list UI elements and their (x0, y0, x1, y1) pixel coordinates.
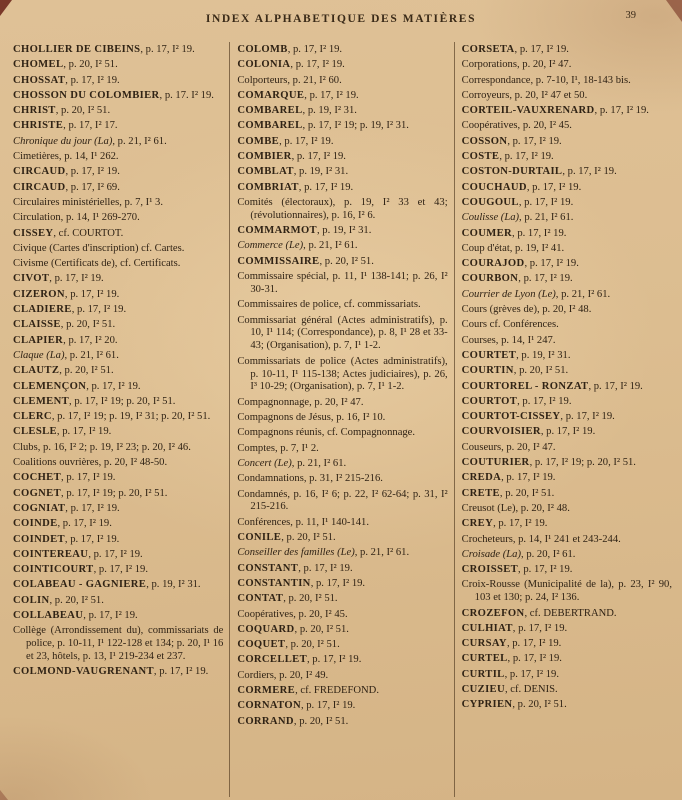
entry-term: COURBON (461, 273, 519, 285)
index-entry: COMBLAT, p. 19, I² 31. (237, 166, 349, 178)
index-entry: COURTET, p. 19, I² 31. (461, 349, 571, 361)
index-columns (0, 39, 682, 797)
entry-term: Courrier de Lyon (Le) (461, 288, 556, 300)
entry-term: CLEMENT (13, 395, 70, 407)
entry-term: COMBE (237, 135, 280, 147)
index-entry: Coup d'état, p. 19, I² 41. (461, 242, 565, 254)
index-entry: Concert (Le), p. 21, I² 61. (237, 457, 347, 469)
index-entry: Cordiers, p. 20, I² 49. (237, 669, 329, 681)
entry-term: CROZEFON (461, 607, 525, 619)
entry-term: COUTURIER (461, 457, 530, 469)
entry-term: COMBRIAT (237, 181, 299, 193)
index-entry: Compagnons réunis, cf. Compagnonnage. (237, 427, 416, 439)
index-entry: COURAJOD, p. 17, I² 19. (461, 258, 579, 270)
entry-term: CONSTANTIN (237, 577, 311, 589)
entry-term: COURAJOD (461, 258, 525, 270)
index-entry: Conseiller des familles (Le), p. 21, I² 61. (237, 547, 410, 559)
index-entry: Coopératives, p. 20, I² 45. (461, 120, 572, 132)
index-column-1 (6, 42, 229, 797)
entry-term: COINTICOURT (13, 564, 94, 576)
index-entry: CONSTANT, p. 17, I² 19. (237, 562, 353, 574)
entry-term: COQUET (237, 639, 286, 651)
entry-term: CHOMEL (13, 59, 64, 71)
index-entry: COMBRIAT, p. 17, I² 19. (237, 181, 354, 193)
entry-term: COURVOISIER (461, 426, 541, 438)
index-column-2 (229, 42, 453, 797)
index-entry: Claque (La), p. 21, I² 61. (13, 349, 119, 361)
entry-term: CIZERON (13, 288, 65, 300)
index-entry: Creusot (Le), p. 20, I² 48. (461, 502, 570, 514)
index-entry: CORRAND, p. 20, I² 51. (237, 715, 349, 727)
index-entry: COQUET, p. 20, I² 51. (237, 639, 340, 651)
index-entry: Comptes, p. 7, I¹ 2. (237, 442, 319, 454)
entry-term: Concert (Le) (237, 457, 292, 469)
index-entry: Collège (Arrondissement du), commissariats de police, p. 10-11, I¹ 122-128 et 134; p. 20, I¹ 16 et 23, hôtels, p. 13, I¹ 219-234 et 237. (13, 625, 224, 663)
entry-term: Claque (La) (13, 349, 65, 361)
entry-term: COURTIN (461, 365, 514, 377)
page-title: INDEX ALPHABETIQUE DES MATIÈRES (205, 13, 477, 25)
entry-term: CHOLLIER DE CIBEINS (13, 44, 141, 55)
entry-term: COUMER (461, 227, 513, 239)
entry-term: COMBLAT (237, 166, 294, 178)
index-entry: COURVOISIER, p. 17, I² 19. (461, 426, 596, 438)
entry-term: CREDA (461, 472, 502, 484)
index-entry: CONILE, p. 20, I² 51. (237, 532, 336, 544)
entry-term: COLONIA (237, 59, 291, 71)
index-entry: CROISSET, p. 17, I² 19. (461, 564, 573, 576)
entry-term: COSTON-DURTAIL (461, 166, 563, 178)
index-entry: COINDE, p. 17, I² 19. (13, 518, 112, 530)
index-entry: CIRCAUD, p. 17, I² 69. (13, 181, 120, 193)
index-entry: CULHIAT, p. 17, I² 19. (461, 622, 568, 634)
index-entry: Coalitions ouvrières, p. 20, I² 48-50. (13, 457, 168, 469)
entry-term: CISSEY (13, 227, 54, 239)
entry-term: COQUARD (237, 623, 295, 635)
index-entry: CONTAT, p. 20, I² 51. (237, 593, 338, 605)
index-entry: Corporations, p. 20, I² 47. (461, 59, 572, 71)
index-entry: Compagnons de Jésus, p. 16, I² 10. (237, 412, 386, 424)
page-header (0, 0, 682, 39)
entry-term: CORTEIL-VAUXRENARD (461, 105, 595, 117)
entry-term: CORMERE (237, 685, 296, 697)
index-entry: COSTON-DURTAIL, p. 17, I² 19. (461, 166, 617, 178)
index-entry: COURTOREL - RONZAT, p. 17, I² 19. (461, 380, 643, 392)
entry-term: COGNET (13, 487, 62, 499)
index-entry: CURTEL, p. 17, I² 19. (461, 653, 562, 665)
entry-term: COINDET (13, 533, 65, 545)
scan-artifact-bottom-left (0, 790, 8, 800)
index-entry: Commerce (Le), p. 21, I² 61. (237, 240, 358, 252)
entry-term: CURTEL (461, 653, 508, 665)
index-entry: Condamnations, p. 31, I² 215-216. (237, 473, 383, 485)
entry-term: Croisade (La) (461, 548, 522, 560)
entry-term: CHRISTE (13, 120, 64, 132)
index-entry: CLAPIER, p. 17, I² 20. (13, 334, 118, 346)
index-entry: CLEMENT, p. 17, I² 19; p. 20, I² 51. (13, 395, 176, 407)
entry-term: COUGOUL (461, 196, 519, 208)
index-entry: Civisme (Certificats de), cf. Certificats. (13, 258, 181, 270)
entry-term: COMBAREL (237, 120, 303, 132)
index-entry: Civique (Cartes d'inscription) cf. Cartes. (13, 242, 185, 254)
index-entry: COMARQUE, p. 17, I² 19. (237, 89, 359, 101)
index-entry: COSTE, p. 17, I² 19. (461, 151, 554, 163)
entry-term: CORNATON (237, 700, 301, 712)
entry-term: COINDE (13, 518, 58, 530)
index-entry: CONSTANTIN, p. 17, I² 19. (237, 577, 366, 589)
index-entry: CISSEY, cf. COURTOT. (13, 227, 124, 239)
index-entry: COMMISSAIRE, p. 20, I² 51. (237, 255, 374, 267)
entry-term: CONILE (237, 532, 282, 544)
entry-term: COURTOREL - RONZAT (461, 380, 589, 392)
index-entry: Cours (grèves de), p. 20, I² 48. (461, 304, 592, 316)
entry-term: Commerce (Le) (237, 240, 304, 252)
index-entry: Crocheteurs, p. 14, I¹ 241 et 243-244. (461, 533, 621, 545)
entry-term: CLAPIER (13, 334, 64, 346)
index-entry: Coopératives, p. 20, I² 45. (237, 608, 348, 620)
index-entry: Chronique du jour (La), p. 21, I² 61. (13, 135, 167, 147)
entry-term: CULHIAT (461, 622, 513, 634)
index-entry: COQUARD, p. 20, I² 51. (237, 623, 349, 635)
entry-term: CURTIL (461, 668, 505, 680)
entry-term: CREY (461, 518, 494, 530)
index-entry: Colporteurs, p. 21, I² 60. (237, 74, 342, 86)
index-entry: Correspondance, p. 7-10, I¹, 18-143 bis. (461, 74, 631, 86)
entry-term: COMBIER (237, 151, 292, 163)
index-entry: CLERC, p. 17, I² 19; p. 19, I² 31; p. 20, I² 51. (13, 411, 211, 423)
entry-term: CLADIERE (13, 304, 72, 316)
index-entry: COINTICOURT, p. 17, I² 19. (13, 564, 148, 576)
index-entry: CORSETA, p. 17, I² 19. (461, 44, 569, 55)
index-entry: Croix-Rousse (Municipalité de la), p. 23, I² 90, 103 et 130; p. 24, I² 136. (461, 579, 672, 604)
index-entry: COLONIA, p. 17, I² 19. (237, 59, 345, 71)
index-entry: CLAUTZ, p. 20, I² 51. (13, 365, 114, 377)
index-entry: COMBE, p. 17, I² 19. (237, 135, 334, 147)
entry-term: COURTOT-CISSEY (461, 411, 561, 423)
entry-term: COLIN (13, 594, 50, 606)
index-entry: CORCELLET, p. 17, I² 19. (237, 654, 362, 666)
index-entry: CYPRIEN, p. 20, I² 51. (461, 699, 567, 711)
index-entry: CLAISSE, p. 20, I² 51. (13, 319, 116, 331)
index-entry: COLLABEAU, p. 17, I² 19. (13, 609, 138, 621)
entry-term: CHOSSON DU COLOMBIER (13, 89, 160, 101)
index-entry: Couseurs, p. 20, I² 47. (461, 441, 556, 453)
entry-term: COLLABEAU (13, 609, 84, 621)
entry-term: CORSETA (461, 44, 515, 55)
page-number: 39 (625, 10, 636, 21)
entry-term: CIVOT (13, 273, 50, 285)
entry-term: CLAISSE (13, 319, 61, 331)
index-entry: Comités (électoraux), p. 19, I² 33 et 43; (révolutionnaires), p. 16, I² 6. (237, 196, 448, 221)
index-entry: COINTEREAU, p. 17, I² 19. (13, 548, 143, 560)
index-entry: Circulaires ministérielles, p. 7, I¹ 3. (13, 196, 163, 208)
index-entry: Commissariat général (Actes administratifs), p. 10, I¹ 114; (Correspondance), p. 8, I¹ 28 et 33-43; (Organisation), p. 7, I¹ 1-2. (237, 314, 448, 352)
entry-term: CLERC (13, 411, 52, 423)
index-entry: COUMER, p. 17, I² 19. (461, 227, 567, 239)
index-entry: Coulisse (La), p. 21, I² 61. (461, 212, 574, 224)
index-entry: CORNATON, p. 17, I² 19. (237, 700, 356, 712)
index-entry: COINDET, p. 17, I² 19. (13, 533, 120, 545)
index-entry: COGNIAT, p. 17, I² 19. (13, 502, 120, 514)
entry-term: COMMARMOT (237, 225, 317, 237)
index-entry: COURTOT, p. 17, I² 19. (461, 395, 572, 407)
entry-term: COGNIAT (13, 502, 66, 514)
entry-term: COLMOND-VAUGRENANT (13, 666, 154, 678)
entry-term: COINTEREAU (13, 548, 89, 560)
entry-term: CONSTANT (237, 562, 299, 574)
index-entry: CHOLLIER DE CIBEINS, p. 17, I² 19. (13, 44, 195, 55)
entry-term: CHRIST (13, 105, 56, 117)
index-entry: CLESLE, p. 17, I² 19. (13, 426, 112, 438)
index-entry: COUTURIER, p. 17, I² 19; p. 20, I² 51. (461, 457, 636, 469)
entry-term: Chronique du jour (La) (13, 135, 113, 147)
entry-term: Coulisse (La) (461, 212, 520, 224)
index-entry: COSSON, p. 17, I² 19. (461, 135, 562, 147)
entry-term: COMARQUE (237, 89, 305, 101)
index-entry: Compagnonnage, p. 20, I² 47. (237, 396, 364, 408)
index-entry: COMBAREL, p. 17, I² 19; p. 19, I² 31. (237, 120, 409, 132)
entry-term: CIRCAUD (13, 166, 66, 178)
index-entry: COLABEAU - GAGNIERE, p. 19, I² 31. (13, 579, 201, 591)
index-entry: CREY, p. 17, I² 19. (461, 518, 548, 530)
index-entry: COLMOND-VAUGRENANT, p. 17, I² 19. (13, 666, 209, 678)
entry-term: CUZIEU (461, 684, 505, 696)
index-entry: COURTOT-CISSEY, p. 17, I² 19. (461, 411, 615, 423)
index-entry: Circulation, p. 14, I¹ 269-270. (13, 212, 140, 224)
entry-term: COSTE (461, 151, 500, 163)
index-entry: Courses, p. 14, I¹ 247. (461, 334, 556, 346)
index-entry: Condamnés, p. 16, I² 6; p. 22, I² 62-64; p. 31, I² 215-216. (237, 488, 448, 513)
index-entry: CHOMEL, p. 20, I² 51. (13, 59, 118, 71)
index-entry: CURTIL, p. 17, I² 19. (461, 668, 559, 680)
index-entry: COURBON, p. 17, I² 19. (461, 273, 573, 285)
entry-term: COSSON (461, 135, 508, 147)
index-entry: Clubs, p. 16, I² 2; p. 19, I² 23; p. 20, I² 46. (13, 441, 191, 453)
index-entry: CHOSSAT, p. 17, I² 19. (13, 74, 120, 86)
index-entry: Conférences, p. 11, I¹ 140-141. (237, 516, 369, 528)
entry-term: CYPRIEN (461, 699, 513, 711)
index-entry: COLOMB, p. 17, I² 19. (237, 44, 343, 55)
index-entry: CLADIERE, p. 17, I² 19. (13, 304, 127, 316)
entry-term: COURTET (461, 349, 517, 361)
index-entry: CHOSSON DU COLOMBIER, p. 17. I² 19. (13, 89, 214, 101)
entry-term: CHOSSAT (13, 74, 66, 86)
index-column-3 (454, 42, 678, 797)
index-entry: Courrier de Lyon (Le), p. 21, I² 61. (461, 288, 611, 300)
index-entry: COURTIN, p. 20, I² 51. (461, 365, 569, 377)
entry-term: CORRAND (237, 715, 294, 727)
index-entry: Commissaire spécial, p. 11, I¹ 138-141; p. 26, I² 30-31. (237, 271, 448, 295)
index-entry: Commissariats de police (Actes administratifs), p. 10-11, I¹ 115-138; Actes judiciaires), p. 26, I³ 10-29; (Organisation), p. 7, I¹ 1-2. (237, 355, 448, 393)
index-entry: COCHET, p. 17, I² 19. (13, 472, 116, 484)
entry-term: CLEMENÇON (13, 380, 87, 392)
index-entry: CLEMENÇON, p. 17, I² 19. (13, 380, 141, 392)
index-entry: CROZEFON, cf. DEBERTRAND. (461, 607, 617, 619)
entry-term: CLAUTZ (13, 365, 60, 377)
index-entry: CREDA, p. 17, I² 19. (461, 472, 556, 484)
entry-term: CURSAY (461, 638, 507, 650)
entry-term: COURTOT (461, 395, 518, 407)
index-entry: Commissaires de police, cf. commissariats. (237, 299, 421, 311)
entry-term: COUCHAUD (461, 181, 527, 193)
entry-term: CLESLE (13, 426, 57, 438)
index-entry: CHRIST, p. 20, I² 51. (13, 105, 111, 117)
entry-term: Conseiller des familles (Le) (237, 547, 355, 559)
index-entry: CORTEIL-VAUXRENARD, p. 17, I² 19. (461, 105, 649, 117)
index-entry: COGNET, p. 17, I² 19; p. 20, I² 51. (13, 487, 168, 499)
index-entry: Cimetières, p. 14, I¹ 262. (13, 151, 119, 163)
entry-term: COLABEAU - GAGNIERE (13, 579, 147, 591)
index-entry: CHRISTE, p. 17, I² 17. (13, 120, 118, 132)
entry-term: COMMISSAIRE (237, 255, 320, 267)
entry-term: CIRCAUD (13, 181, 66, 193)
index-entry: COMBIER, p. 17, I² 19. (237, 151, 346, 163)
index-entry: COLIN, p. 20, I² 51. (13, 594, 104, 606)
index-entry: COMBAREL, p. 19, I² 31. (237, 105, 357, 117)
index-entry: CRETE, p. 20, I² 51. (461, 487, 555, 499)
index-entry: COUCHAUD, p. 17, I² 19. (461, 181, 582, 193)
entry-term: COCHET (13, 472, 62, 484)
entry-term: COLOMB (237, 44, 288, 55)
entry-term: CONTAT (237, 593, 284, 605)
index-entry: COUGOUL, p. 17, I² 19. (461, 196, 574, 208)
entry-term: COMBAREL (237, 105, 303, 117)
index-entry: Cours cf. Conférences. (461, 319, 559, 331)
entry-term: CRETE (461, 487, 500, 499)
index-entry: CORMERE, cf. FREDEFOND. (237, 685, 379, 697)
index-entry: CUZIEU, cf. DENIS. (461, 684, 558, 696)
index-entry: CIRCAUD, p. 17, I² 19. (13, 166, 120, 178)
index-entry: CIZERON, p. 17, I² 19. (13, 288, 120, 300)
index-entry: COMMARMOT, p. 19, I² 31. (237, 225, 372, 237)
index-entry: CIVOT, p. 17, I² 19. (13, 273, 104, 285)
index-entry: Croisade (La), p. 20, I² 61. (461, 548, 576, 560)
entry-term: CORCELLET (237, 654, 307, 666)
entry-term: CROISSET (461, 564, 519, 576)
index-entry: Corroyeurs, p. 20, I² 47 et 50. (461, 89, 588, 101)
index-entry: CURSAY, p. 17, I² 19. (461, 638, 562, 650)
